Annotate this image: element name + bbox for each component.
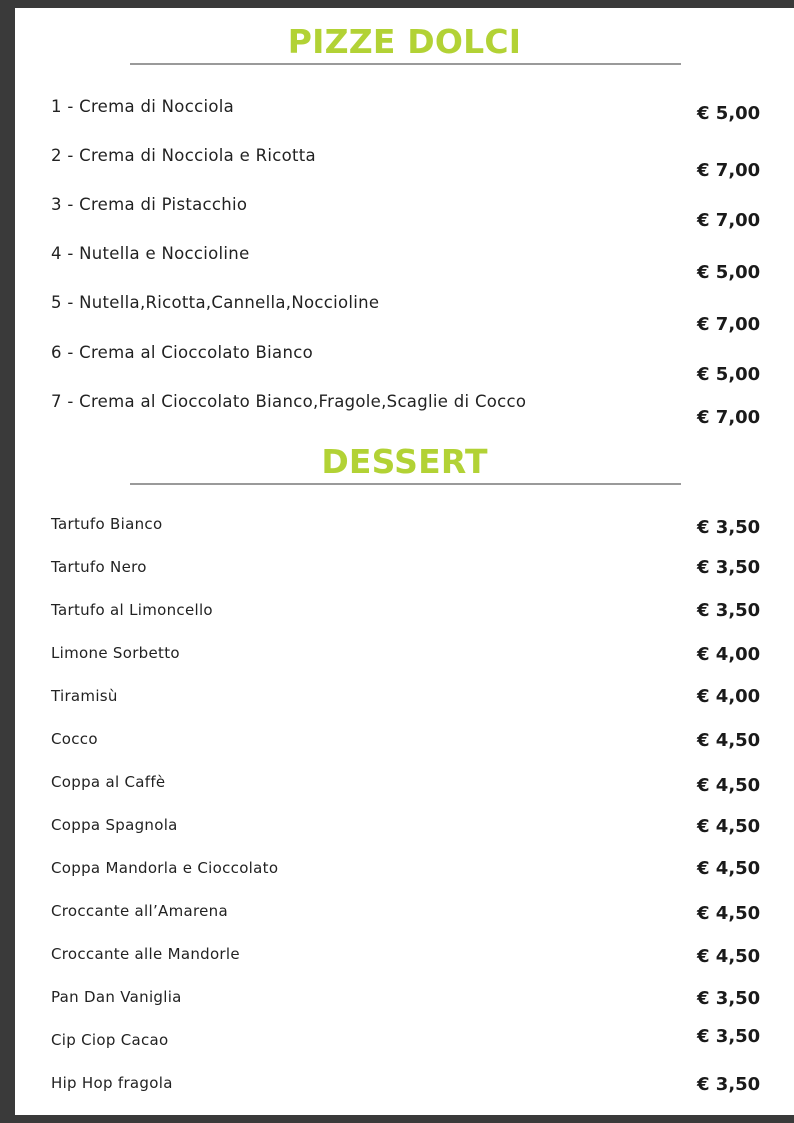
menu-page xyxy=(15,8,794,1115)
item-name: Tartufo al Limoncello xyxy=(51,601,213,619)
section-divider xyxy=(130,483,681,485)
item-name: Cip Ciop Cacao xyxy=(51,1031,169,1049)
item-name: Tiramisù xyxy=(51,687,118,705)
item-name: 6 - Crema al Cioccolato Bianco xyxy=(51,343,313,362)
item-price: € 3,50 xyxy=(697,517,761,538)
item-price: € 5,00 xyxy=(697,262,761,283)
item-price: € 4,50 xyxy=(697,903,761,924)
item-name: Coppa Spagnola xyxy=(51,816,178,834)
item-price: € 3,50 xyxy=(697,1074,761,1095)
item-price: € 4,50 xyxy=(697,858,761,879)
item-name: Croccante alle Mandorle xyxy=(51,945,240,963)
item-name: 3 - Crema di Pistacchio xyxy=(51,195,248,214)
item-price: € 7,00 xyxy=(697,314,761,335)
item-price: € 4,50 xyxy=(697,730,761,751)
item-price: € 7,00 xyxy=(697,160,761,181)
item-name: 2 - Crema di Nocciola e Ricotta xyxy=(51,146,316,165)
item-name: Croccante all’Amarena xyxy=(51,902,228,920)
item-name: 7 - Crema al Cioccolato Bianco,Fragole,Scaglie di Cocco xyxy=(51,392,527,411)
item-price: € 4,50 xyxy=(697,775,761,796)
item-price: € 7,00 xyxy=(697,407,761,428)
item-name: 4 - Nutella e Noccioline xyxy=(51,244,250,263)
item-price: € 5,00 xyxy=(697,364,761,385)
section-title-pizze-dolci: PIZZE DOLCI xyxy=(287,22,522,61)
item-name: 1 - Crema di Nocciola xyxy=(51,97,235,116)
item-name: Hip Hop fragola xyxy=(51,1074,173,1092)
item-name: Coppa al Caffè xyxy=(51,773,166,791)
item-price: € 3,50 xyxy=(697,600,761,621)
section-divider xyxy=(130,63,681,65)
item-name: 5 - Nutella,Ricotta,Cannella,Noccioline xyxy=(51,293,380,312)
item-price: € 4,00 xyxy=(697,686,761,707)
item-name: Tartufo Bianco xyxy=(51,515,163,533)
item-name: Cocco xyxy=(51,730,98,748)
item-name: Coppa Mandorla e Cioccolato xyxy=(51,859,279,877)
item-price: € 5,00 xyxy=(697,103,761,124)
item-name: Pan Dan Vaniglia xyxy=(51,988,182,1006)
item-price: € 7,00 xyxy=(697,210,761,231)
item-price: € 4,50 xyxy=(697,946,761,967)
section-title-dessert: DESSERT xyxy=(321,442,488,481)
item-price: € 4,50 xyxy=(697,816,761,837)
item-name: Tartufo Nero xyxy=(51,558,147,576)
item-price: € 4,00 xyxy=(697,644,761,665)
item-price: € 3,50 xyxy=(697,557,761,578)
item-price: € 3,50 xyxy=(697,1026,761,1047)
item-name: Limone Sorbetto xyxy=(51,644,180,662)
item-price: € 3,50 xyxy=(697,988,761,1009)
